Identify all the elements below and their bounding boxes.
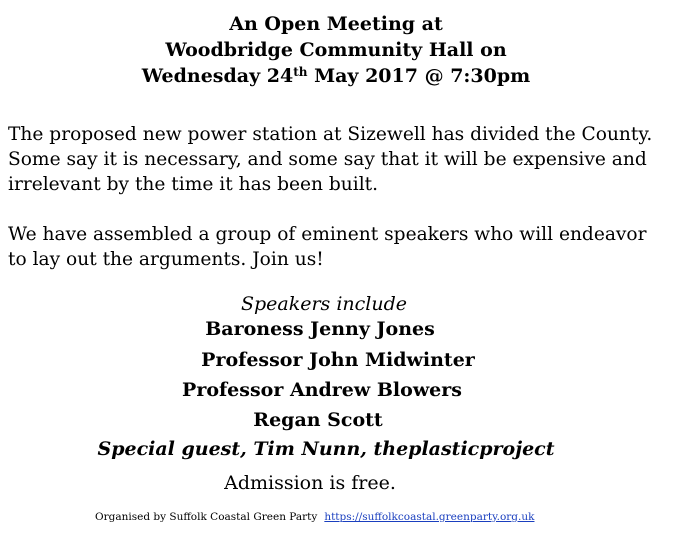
intro-paragraph (8, 122, 684, 197)
event-date-line (0, 63, 672, 89)
speakers-intro-line: We have assembled a group of eminent speakers who will endeavor (8, 224, 647, 245)
event-title-line-1: An Open Meeting at (229, 13, 443, 35)
website-link[interactable]: https://suffolkcoastal.greenparty.org.uk (324, 511, 535, 523)
event-venue-line: Woodbridge Community Hall on (165, 39, 507, 61)
speakers-intro-paragraph (8, 222, 684, 272)
speakers-label: Speakers include (240, 293, 408, 315)
event-date-suffix: May 2017 @ 7:30pm (307, 65, 531, 87)
speaker-name: Regan Scott (253, 409, 383, 431)
speaker-name: Professor Andrew Blowers (182, 379, 462, 401)
special-guest: Special guest, Tim Nunn, theplasticproject (97, 438, 555, 460)
intro-line: Some say it is necessary, and some say that it will be expensive and (8, 149, 647, 170)
organiser-text: Organised by Suffolk Coastal Green Party (95, 511, 318, 523)
event-date-prefix: Wednesday 24 (141, 65, 294, 87)
footer (95, 510, 534, 524)
intro-line: The proposed new power station at Sizewell has divided the County. (8, 124, 653, 145)
speaker-name: Baroness Jenny Jones (205, 318, 435, 340)
intro-line: irrelevant by the time it has been built. (8, 174, 379, 195)
event-date-ordinal: th (293, 65, 308, 79)
speaker-name: Professor John Midwinter (201, 349, 475, 371)
admission-note: Admission is free. (224, 472, 396, 494)
speakers-intro-line: to lay out the arguments. Join us! (8, 249, 324, 270)
